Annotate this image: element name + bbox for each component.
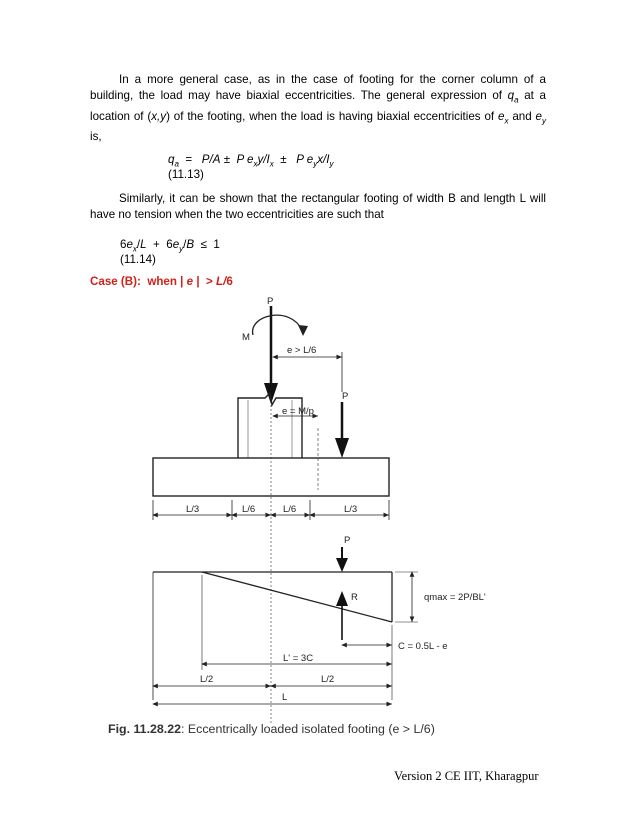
label-l3-right: L/3 bbox=[344, 504, 358, 515]
paragraph-2: Similarly, it can be shown that the rectangular footing of width B and length L will have no tension when the two eccentricities are such that bbox=[90, 192, 546, 222]
equation-11-13: $q_a = P/A \pm P$ $e_xy/I_x \pm P$ $e_yx/I_y$ bbox=[168, 153, 334, 169]
equation-number-11-14: (11.14) bbox=[120, 253, 156, 266]
caption-bold: Fig. 11.28.22 bbox=[108, 722, 182, 736]
label-m: M bbox=[242, 332, 250, 343]
label-p-top: P bbox=[267, 296, 274, 307]
paragraph-1: In a more general case, as in the case of footing for the corner column of a building, the load may have biaxial eccentricities. The general expression of $q_a$ at a location of (x,y) of the footing, when the load is having biaxial eccentricities of $e_x$ and $e_y$ is, bbox=[90, 73, 546, 144]
label-r: R bbox=[351, 592, 358, 603]
figure-caption bbox=[108, 722, 435, 736]
moment-arc bbox=[253, 315, 302, 335]
case-b-heading: Case (B): when | e | > L/6 bbox=[90, 275, 233, 288]
label-e-gt: e > L/6 bbox=[287, 345, 317, 356]
label-l6-left: L/6 bbox=[242, 504, 256, 515]
label-l2-right: L/2 bbox=[321, 674, 335, 685]
label-l2-left: L/2 bbox=[200, 674, 214, 685]
label-p-press: P bbox=[344, 535, 351, 546]
column bbox=[238, 393, 302, 458]
equation-number-11-13: (11.13) bbox=[168, 168, 204, 181]
load-arrowhead-right bbox=[335, 438, 349, 458]
caption-rest: : Eccentrically loaded isolated footing (e > L/6) bbox=[181, 722, 435, 736]
label-c: C = 0.5L - e bbox=[398, 641, 448, 652]
label-p-right: P bbox=[342, 391, 349, 402]
label-l: L bbox=[282, 692, 288, 703]
page-footer: Version 2 CE IIT, Kharagpur bbox=[394, 769, 539, 783]
label-e-mp: e = M/p bbox=[282, 406, 314, 417]
label-l6-right: L/6 bbox=[283, 504, 297, 515]
label-l3-left: L/3 bbox=[186, 504, 200, 515]
pressure-slope bbox=[202, 572, 392, 622]
label-qmax: qmax = 2P/BL' bbox=[424, 592, 486, 603]
label-lprime: L' = 3C bbox=[283, 653, 314, 664]
equation-11-14: $6e_x/L + 6e_y/B \le 1$ bbox=[120, 238, 220, 254]
